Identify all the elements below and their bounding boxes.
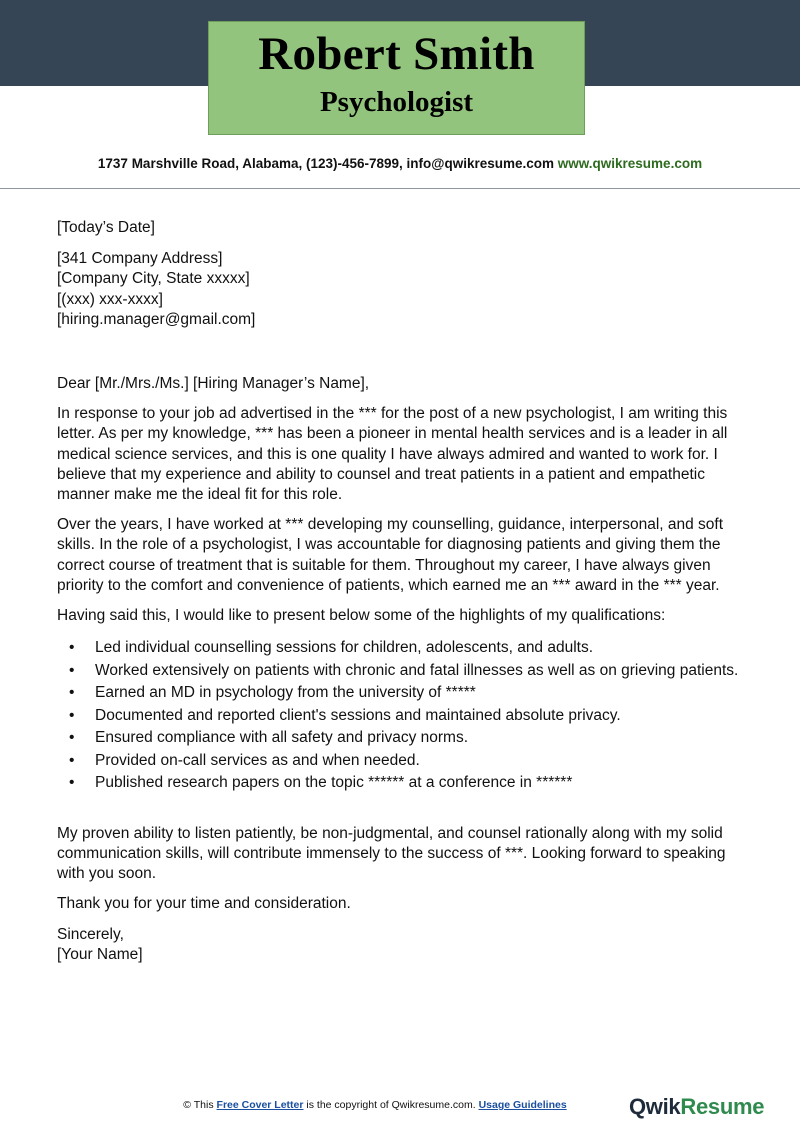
bullet-icon: •	[69, 729, 75, 747]
paragraph-intro: In response to your job ad advertised in the *** for the post of a new psychologist, I am writing this letter. As per my knowledge, *** has been a pioneer in mental health services and is a leader in all medical science services, and this is one quality I have always admired and wanted to work for. I believe that my experience and ability to counsel and treat patients in a patient and empathetic manner make me the ideal fit for this role.	[57, 405, 728, 504]
list-item: • Led individual counselling sessions for children, adolescents, and adults.	[57, 638, 747, 659]
bullet-icon: •	[69, 751, 75, 769]
contact-line	[0, 156, 800, 171]
highlights-intro: Having said this, I would like to present below some of the highlights of my qualifications:	[57, 607, 666, 625]
list-item: • Earned an MD in psychology from the university of *****	[57, 683, 747, 704]
letter-body	[57, 218, 747, 965]
paragraph-experience: Over the years, I have worked at *** developing my counselling, guidance, interpersonal, and soft skills. In the role of a psychologist, I was accountable for diagnosing patients and giving them the correct course of treatment that is suitable for them. Throughout my career, I have always given priority to the comfort and convenience of patients, which earned me an *** award in the *** year.	[57, 516, 724, 594]
usage-guidelines-link[interactable]: Usage Guidelines	[478, 1099, 567, 1111]
list-item: • Provided on-call services as and when needed.	[57, 751, 747, 772]
job-title: Psychologist	[319, 86, 474, 118]
header-divider	[0, 188, 800, 189]
qwikresume-logo: QwikResume	[629, 1094, 765, 1119]
letter-date: [Today’s Date]	[57, 219, 155, 236]
paragraph-closing: My proven ability to listen patiently, be non-judgmental, and counsel rationally along with my solid communication skills, will contribute immensely to the success of ***. Looking forward to speaking with you soon.	[57, 824, 726, 883]
address-line: [(xxx) xxx-xxxx]	[57, 290, 163, 308]
footer-prefix: © This	[183, 1099, 214, 1111]
list-item: • Documented and reported client's sessions and maintained absolute privacy.	[57, 706, 747, 727]
highlights-list	[57, 638, 747, 794]
candidate-name: Robert Smith	[258, 28, 535, 80]
address-line: [Company City, State xxxxx]	[57, 270, 250, 288]
free-cover-letter-link[interactable]: Free Cover Letter	[216, 1099, 304, 1111]
recipient-address	[57, 249, 747, 330]
bullet-icon: •	[69, 774, 75, 792]
thanks-line: Thank you for your time and consideration.	[57, 895, 351, 913]
list-item: • Published research papers on the topic ****** at a conference in ******	[57, 773, 747, 794]
signature-name: [Your Name]	[57, 945, 143, 963]
list-item: • Worked extensively on patients with chronic and fatal illnesses as well as on grieving patients.	[57, 661, 747, 682]
bullet-icon: •	[69, 684, 75, 702]
bullet-icon: •	[69, 706, 75, 724]
address-line: [hiring.manager@gmail.com]	[57, 310, 256, 328]
name-box	[208, 21, 585, 135]
bullet-icon: •	[69, 661, 75, 679]
salutation: Dear [Mr./Mrs./Ms.] [Hiring Manager’s Name],	[57, 375, 370, 393]
signature-block	[57, 925, 747, 965]
address-line: [341 Company Address]	[57, 250, 223, 268]
website-link[interactable]: www.qwikresume.com	[557, 156, 703, 171]
bullet-icon: •	[69, 639, 75, 657]
sign-off: Sincerely,	[57, 925, 124, 943]
footer-middle: is the copyright of Qwikresume.com.	[306, 1099, 476, 1111]
contact-details: 1737 Marshville Road, Alabama, (123)-456-7899, info@qwikresume.com	[97, 156, 555, 171]
list-item: • Ensured compliance with all safety and privacy norms.	[57, 728, 747, 749]
